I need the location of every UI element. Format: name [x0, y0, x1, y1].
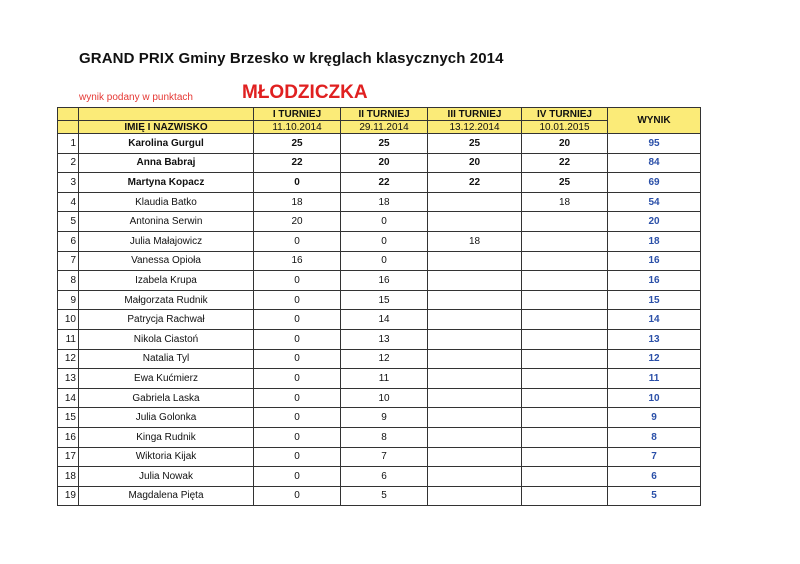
- tournament-2-score: 11: [341, 369, 428, 389]
- result-cell: 12: [608, 349, 701, 369]
- table-row: [58, 349, 701, 369]
- result-cell: 95: [608, 134, 701, 154]
- tournament-3-score: [428, 447, 522, 467]
- name-cell: Martyna Kopacz: [79, 173, 254, 193]
- tournament-1-score: 0: [254, 427, 341, 447]
- rank-cell: 1: [58, 134, 79, 154]
- rank-cell: 3: [58, 173, 79, 193]
- header-blank-rank: [58, 108, 79, 121]
- tournament-3-score: [428, 369, 522, 389]
- table-row: [58, 173, 701, 193]
- table-row: [58, 388, 701, 408]
- tournament-4-score: 18: [522, 192, 608, 212]
- tournament-1-score: 0: [254, 329, 341, 349]
- rank-cell: 8: [58, 271, 79, 291]
- tournament-1-score: 18: [254, 192, 341, 212]
- name-cell: Antonina Serwin: [79, 212, 254, 232]
- tournament-2-score: 5: [341, 486, 428, 506]
- tournament-2-score: 14: [341, 310, 428, 330]
- tournament-2-score: 12: [341, 349, 428, 369]
- result-cell: 16: [608, 251, 701, 271]
- results-table: [57, 107, 701, 506]
- tournament-3-score: [428, 427, 522, 447]
- table-row: [58, 369, 701, 389]
- tournament-4-score: [522, 427, 608, 447]
- table-row: [58, 153, 701, 173]
- result-cell: 15: [608, 290, 701, 310]
- result-cell: 14: [608, 310, 701, 330]
- result-cell: 16: [608, 271, 701, 291]
- rank-cell: 14: [58, 388, 79, 408]
- header-blank-rank-2: [58, 121, 79, 134]
- scoring-note: wynik podany w punktach: [79, 92, 193, 103]
- name-cell: Kinga Rudnik: [79, 427, 254, 447]
- name-cell: Karolina Gurgul: [79, 134, 254, 154]
- rank-cell: 2: [58, 153, 79, 173]
- tournament-3-score: [428, 290, 522, 310]
- name-cell: Małgorzata Rudnik: [79, 290, 254, 310]
- tournament-1-score: 0: [254, 231, 341, 251]
- tournament-1-score: 0: [254, 486, 341, 506]
- name-cell: Vanessa Opioła: [79, 251, 254, 271]
- name-cell: Julia Nowak: [79, 467, 254, 487]
- name-cell: Natalia Tyl: [79, 349, 254, 369]
- result-header: WYNIK: [608, 108, 701, 134]
- name-cell: Klaudia Batko: [79, 192, 254, 212]
- tournament-2-score: 0: [341, 231, 428, 251]
- tournament-4-score: [522, 251, 608, 271]
- tournament-4-score: 25: [522, 173, 608, 193]
- rank-cell: 11: [58, 329, 79, 349]
- tournament-2-score: 8: [341, 427, 428, 447]
- tournament-2-score: 22: [341, 173, 428, 193]
- tournament-4-date: 10.01.2015: [522, 121, 608, 134]
- table-row: [58, 271, 701, 291]
- result-cell: 8: [608, 427, 701, 447]
- tournament-4-score: [522, 212, 608, 232]
- result-cell: 13: [608, 329, 701, 349]
- result-cell: 18: [608, 231, 701, 251]
- result-cell: 10: [608, 388, 701, 408]
- category-heading: MŁODZICZKA: [242, 82, 368, 103]
- table-row: [58, 192, 701, 212]
- header-row-tournaments: [58, 108, 701, 121]
- tournament-2-score: 6: [341, 467, 428, 487]
- table-row: [58, 290, 701, 310]
- tournament-3-score: 22: [428, 173, 522, 193]
- tournament-1-score: 22: [254, 153, 341, 173]
- result-cell: 69: [608, 173, 701, 193]
- tournament-4-score: [522, 349, 608, 369]
- tournament-2-score: 25: [341, 134, 428, 154]
- name-cell: Anna Babraj: [79, 153, 254, 173]
- tournament-3-score: [428, 271, 522, 291]
- tournament-2-score: 10: [341, 388, 428, 408]
- table-row: [58, 408, 701, 428]
- rank-cell: 12: [58, 349, 79, 369]
- result-cell: 20: [608, 212, 701, 232]
- rank-cell: 5: [58, 212, 79, 232]
- name-cell: Gabriela Laska: [79, 388, 254, 408]
- result-cell: 7: [608, 447, 701, 467]
- table-row: [58, 231, 701, 251]
- rank-cell: 6: [58, 231, 79, 251]
- tournament-1-score: 0: [254, 369, 341, 389]
- name-cell: Julia Małajowicz: [79, 231, 254, 251]
- table-row: [58, 134, 701, 154]
- rank-cell: 7: [58, 251, 79, 271]
- tournament-4-score: [522, 369, 608, 389]
- tournament-1-score: 0: [254, 467, 341, 487]
- name-cell: Patrycja Rachwał: [79, 310, 254, 330]
- result-cell: 11: [608, 369, 701, 389]
- tournament-3-score: [428, 329, 522, 349]
- tournament-3-score: [428, 408, 522, 428]
- name-cell: Nikola Ciastoń: [79, 329, 254, 349]
- tournament-3-score: 20: [428, 153, 522, 173]
- tournament-3-date: 13.12.2014: [428, 121, 522, 134]
- tournament-2-date: 29.11.2014: [341, 121, 428, 134]
- tournament-2-score: 0: [341, 212, 428, 232]
- tournament-2-score: 0: [341, 251, 428, 271]
- tournament-1-score: 0: [254, 349, 341, 369]
- tournament-2-score: 7: [341, 447, 428, 467]
- tournament-3-score: [428, 212, 522, 232]
- tournament-2-score: 18: [341, 192, 428, 212]
- tournament-1-score: 0: [254, 388, 341, 408]
- rank-cell: 19: [58, 486, 79, 506]
- tournament-4-score: 22: [522, 153, 608, 173]
- result-cell: 84: [608, 153, 701, 173]
- tournament-4-score: [522, 447, 608, 467]
- rank-cell: 17: [58, 447, 79, 467]
- name-cell: Izabela Krupa: [79, 271, 254, 291]
- tournament-3-score: [428, 310, 522, 330]
- name-cell: Julia Golonka: [79, 408, 254, 428]
- document-title: GRAND PRIX Gminy Brzesko w kręglach klasycznych 2014: [79, 50, 504, 67]
- tournament-3-score: 25: [428, 134, 522, 154]
- tournament-3-score: [428, 486, 522, 506]
- tournament-4-score: 20: [522, 134, 608, 154]
- tournament-4-score: [522, 290, 608, 310]
- table-row: [58, 427, 701, 447]
- tournament-3-score: [428, 388, 522, 408]
- tournament-2-score: 9: [341, 408, 428, 428]
- tournament-4-score: [522, 271, 608, 291]
- rank-cell: 9: [58, 290, 79, 310]
- header-blank-name: [79, 108, 254, 121]
- tournament-1-score: 16: [254, 251, 341, 271]
- tournament-3-score: [428, 192, 522, 212]
- tournament-2-header: II TURNIEJ: [341, 108, 428, 121]
- tournament-4-score: [522, 467, 608, 487]
- tournament-3-header: III TURNIEJ: [428, 108, 522, 121]
- tournament-1-score: 20: [254, 212, 341, 232]
- table-row: [58, 212, 701, 232]
- rank-cell: 15: [58, 408, 79, 428]
- tournament-3-score: [428, 349, 522, 369]
- name-cell: Ewa Kućmierz: [79, 369, 254, 389]
- tournament-2-score: 13: [341, 329, 428, 349]
- tournament-1-score: 0: [254, 173, 341, 193]
- tournament-1-score: 0: [254, 271, 341, 291]
- table-row: [58, 467, 701, 487]
- tournament-1-date: 11.10.2014: [254, 121, 341, 134]
- tournament-2-score: 16: [341, 271, 428, 291]
- result-cell: 5: [608, 486, 701, 506]
- tournament-1-score: 0: [254, 310, 341, 330]
- rank-cell: 4: [58, 192, 79, 212]
- tournament-4-score: [522, 329, 608, 349]
- name-header: IMIĘ I NAZWISKO: [79, 121, 254, 134]
- rank-cell: 13: [58, 369, 79, 389]
- header-row-dates: [58, 121, 701, 134]
- tournament-3-score: 18: [428, 231, 522, 251]
- tournament-4-score: [522, 310, 608, 330]
- table-row: [58, 486, 701, 506]
- rank-cell: 10: [58, 310, 79, 330]
- tournament-4-score: [522, 486, 608, 506]
- tournament-1-score: 0: [254, 408, 341, 428]
- tournament-4-score: [522, 231, 608, 251]
- name-cell: Wiktoria Kijak: [79, 447, 254, 467]
- tournament-1-header: I TURNIEJ: [254, 108, 341, 121]
- tournament-1-score: 0: [254, 447, 341, 467]
- tournament-4-header: IV TURNIEJ: [522, 108, 608, 121]
- tournament-4-score: [522, 388, 608, 408]
- tournament-3-score: [428, 467, 522, 487]
- rank-cell: 16: [58, 427, 79, 447]
- tournament-2-score: 20: [341, 153, 428, 173]
- name-cell: Magdalena Pięta: [79, 486, 254, 506]
- tournament-2-score: 15: [341, 290, 428, 310]
- tournament-1-score: 0: [254, 290, 341, 310]
- result-cell: 54: [608, 192, 701, 212]
- table-row: [58, 447, 701, 467]
- result-cell: 6: [608, 467, 701, 487]
- table-row: [58, 329, 701, 349]
- table-row: [58, 310, 701, 330]
- table-row: [58, 251, 701, 271]
- tournament-1-score: 25: [254, 134, 341, 154]
- tournament-3-score: [428, 251, 522, 271]
- tournament-4-score: [522, 408, 608, 428]
- result-cell: 9: [608, 408, 701, 428]
- rank-cell: 18: [58, 467, 79, 487]
